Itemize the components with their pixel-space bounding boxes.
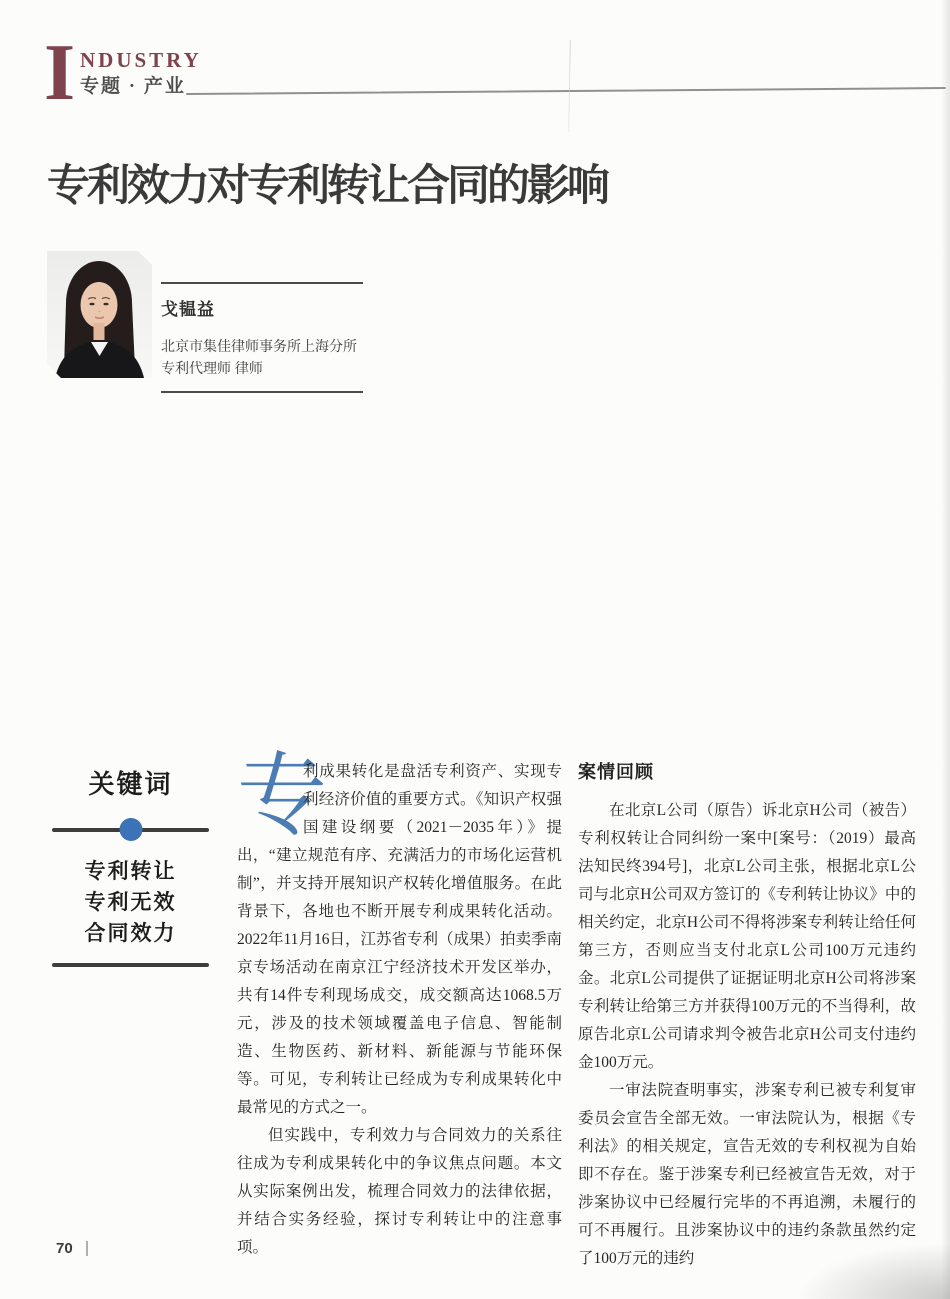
keyword-dot-icon <box>119 818 142 841</box>
author-name: 戈韫益 <box>161 300 215 319</box>
intro-paragraph-2: 但实践中，专利效力与合同效力的关系往往成为专利成果转化中的争议焦点问题。本文从实际案例出发，梳理合同效力的法律依据，并结合实务经验，探讨专利转让中的注意事项。 <box>237 1127 562 1256</box>
section-label: 专题 · 产业 <box>80 76 186 97</box>
case-review-paragraph-2: 一审法院查明事实，涉案专利已被专利复审委员会宣告全部无效。一审法院认为，根据《专利法》的相关规定，宣告无效的专利权视为自始即不存在。鉴于涉案专利已经被宣告无效，对于涉案协议中已经履行完毕的不再追溯，未履行的可不再履行。且涉案协议中的违约条款虽然约定了100万元的违约 <box>578 1082 916 1267</box>
keywords-rule-bottom <box>52 963 209 967</box>
keywords-list <box>52 856 209 949</box>
page-footer <box>56 1240 88 1257</box>
scan-edge-shadow <box>941 0 950 1299</box>
author-info <box>161 282 363 393</box>
scan-corner-shadow <box>800 1244 950 1299</box>
page-number-divider <box>86 1241 88 1256</box>
author-job-title: 专利代理师 律师 <box>161 360 263 376</box>
keyword-item: 专利转让 <box>84 859 177 883</box>
author-photo <box>47 251 152 378</box>
keyword-item: 专利无效 <box>84 890 177 914</box>
drop-cap: 专 <box>237 747 327 846</box>
intro-paragraph-1 <box>237 747 562 1122</box>
article-title: 专利效力对专利转让合同的影响 <box>47 162 607 210</box>
author-portrait-image <box>47 251 152 378</box>
scan-crease <box>568 40 571 132</box>
keyword-item: 合同效力 <box>84 921 177 945</box>
page-number: 70 <box>56 1240 73 1257</box>
author-rule-bottom <box>161 391 363 393</box>
keywords-divider <box>52 818 209 841</box>
author-rule-top <box>161 282 363 284</box>
keywords-heading: 关键词 <box>88 770 173 799</box>
industry-label: NDUSTRY <box>80 48 202 72</box>
keywords-panel <box>52 764 209 967</box>
intro-paragraph-1-text: 利成果转化是盘活专利资产、实现专利经济价值的重要方式。《知识产权强国建设纲要（2021－2035年）》提出，“建立规范有序、充满活力的市场化运营机制”，并支持开展知识产权转化增值服务。在此背景下，各地也不断开展专利成果转化活动。2022年11月16日，江苏省专利（成果）拍卖季南京专场活动在南京江宁经济技术开发区举办，共有14件专利现场成交，成交额高达1068.5万元，涉及的技术领域覆盖电子信息、智能制造、生物医药、新材料、新能源与节能环保等。可见，专利转让已经成为专利成果转化中最常见的方式之一。 <box>237 763 562 1116</box>
case-review-paragraph-1: 在北京L公司（原告）诉北京H公司（被告）专利权转让合同纠纷一案中[案号：（2019）最高法知民终394号]，北京L公司主张，根据北京L公司与北京H公司双方签订的《专利转让协议》中的相关约定，北京H公司不得将涉案专利转让给任何第三方，否则应当支付北京L公司100万元违约金。北京L公司提供了证据证明北京H公司将涉案专利转让给第三方并获得100万元的不当得利，故原告北京L公司请求判令被告北京H公司支付违约金100万元。 <box>578 802 916 1071</box>
intro-column <box>237 747 562 1262</box>
header-rule <box>186 87 946 95</box>
case-review-heading: 案情回顾 <box>578 762 654 782</box>
case-review-column <box>578 758 916 1273</box>
author-affiliation: 北京市集佳律师事务所上海分所 <box>161 338 357 354</box>
industry-initial-letter: I <box>44 29 76 117</box>
